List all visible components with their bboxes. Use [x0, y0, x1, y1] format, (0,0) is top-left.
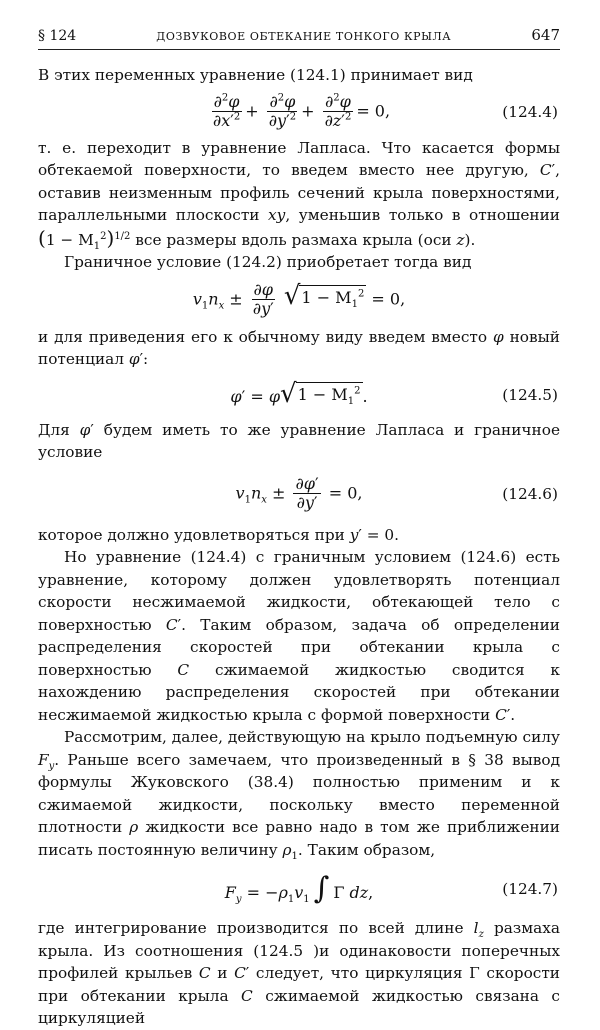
equation-number: (124.7): [502, 879, 558, 898]
paragraph-9: где интегрирование производится по всей длине $l_z$ размаха крыла. Из соотношения (124.5 )и одинаковости поперечных профилей крыльев C и C′ следует, что циркуляция Γ скорости при обтекании крыла C сжимаемой жидкостью связана с циркуляцией: [38, 919, 560, 1027]
equation-number: (124.6): [502, 484, 558, 503]
equation-124-6: $v_1n_x$ ± $\frac{\partial\varphi'}{\partial y'}$ = 0, (124.6): [235, 473, 558, 512]
section-marker: § 124: [38, 28, 77, 44]
paragraph-7: Но уравнение (124.4) с граничным условием (124.6) есть уравнение, которому должен удовлетворять потенциал скорости несжимаемой жидкости, обтекающей тело с поверхностью C′. Таким образом, задача об определении распределения скоростей при обтекании крыла с поверхностью C сжимаемой жидкостью сводится к нахождению распределения скоростей при обтекании несжимаемой жидкостью крыла с формой поверхности C′.: [38, 548, 560, 724]
running-header: [38, 26, 560, 50]
equation-124-5: φ′ = φ √ $1 - M_1^2$ . (124.5): [230, 378, 558, 409]
running-title: ДОЗВУКОВОЕ ОБТЕКАНИЕ ТОНКОГО КРЫЛА: [156, 30, 452, 43]
paragraph-1: В этих переменных уравнение (124.1) принимает вид: [38, 66, 473, 84]
paragraph-2: т. е. переходит в уравнение Лапласа. Что касается формы обтекаемой поверхности, то введем вместо нее другую, C′, оставив неизменным профиль сечений крыла поверхностями, параллельными плоскости xy, уменьшив только в отношении $(1 - M_1^2)^{1/2}$ все размеры вдоль размаха крыла (оси z).: [38, 138, 560, 252]
equation-number: (124.5): [502, 385, 558, 404]
paragraph-3: Граничное условие (124.2) приобретает тогда вид: [64, 253, 472, 271]
paragraph-5: Для φ′ будем иметь то же уравнение Лапласа и граничное условие: [38, 420, 560, 461]
paragraph-6: которое должно удовлетворяться при y′ = 0.: [38, 525, 399, 544]
equation-124-7: $F_y = -\rho_1v_1$ ∫ Γ dz, (124.7): [224, 870, 558, 906]
page-body: [38, 64, 560, 1030]
equation-number: (124.4): [502, 102, 558, 121]
page-number: 647: [531, 26, 560, 44]
paragraph-8: Рассмотрим, далее, действующую на крыло подъемную силу $F_y$. Раньше всего замечаем, что произведенный в § 38 вывод формулы Жуковского (38.4) полностью применим и к сжимаемой жидкости, поскольку вместо переменной плотности ρ жидкости все равно надо в том же приближении писать постоянную величину $\rho_1$. Таким образом,: [38, 728, 560, 862]
paragraph-4: и для приведения его к обычному виду введем вместо φ новый потенциал φ′:: [38, 327, 560, 368]
boundary-condition-equation: $v_1n_x$ ± $\frac{\partial\varphi}{\partial y'}$ √ $1 - M_1^2$ = 0,: [192, 279, 406, 318]
equation-124-4: $\frac{\partial^2\varphi}{\partial x'^2}$ + $\frac{\partial^2\varphi}{\partial y'^2}$ + $\frac{\partial^2\varphi}{\partial z'^2}$ = 0, (124.4): [212, 91, 558, 130]
book-page: [38, 26, 560, 1030]
